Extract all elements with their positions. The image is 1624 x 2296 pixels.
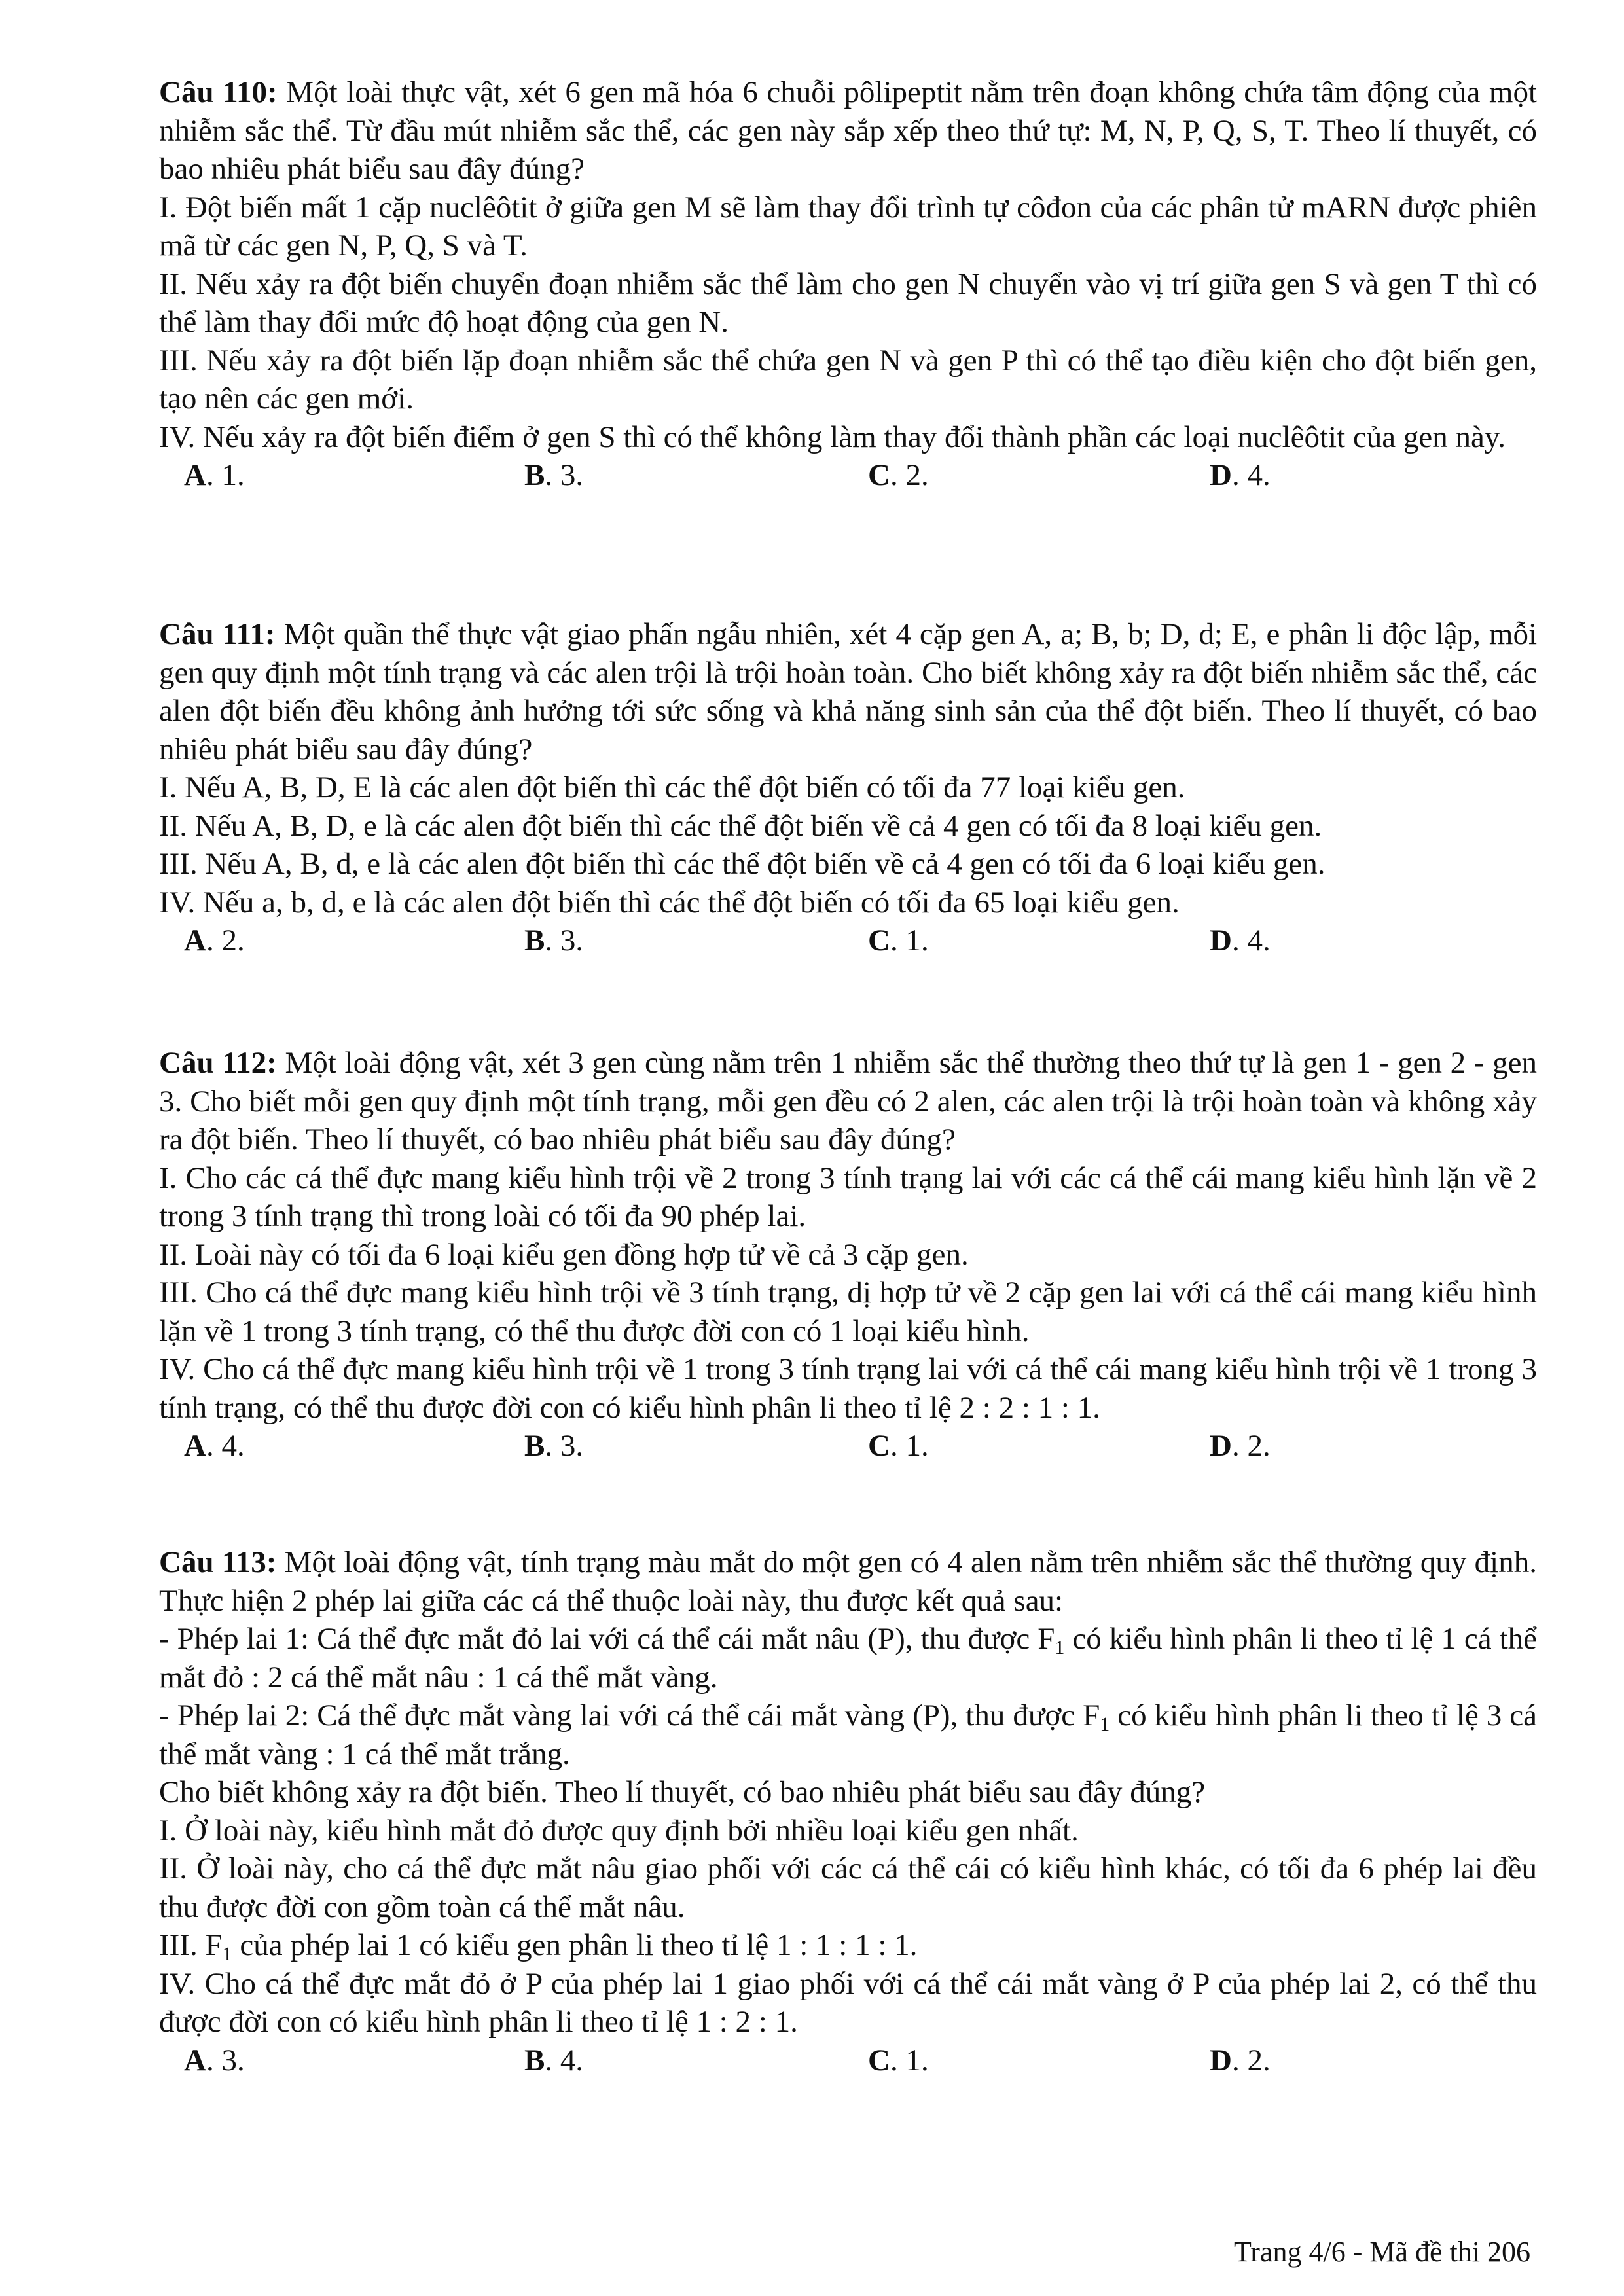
answer-options bbox=[159, 1427, 1537, 1466]
statement-3-text: của phép lai 1 có kiểu gen phân li theo tỉ lệ 1 : 1 : 1 : 1. bbox=[232, 1928, 918, 1962]
answer-d bbox=[1210, 2041, 1271, 2080]
answer-letter: D bbox=[1210, 2043, 1232, 2077]
answer-letter: A bbox=[184, 924, 206, 958]
answer-value: . 3. bbox=[206, 2043, 245, 2077]
answer-value: . 1. bbox=[890, 2043, 929, 2077]
statement-1: I. Đột biến mất 1 cặp nuclêôtit ở giữa gen M sẽ làm thay đổi trình tự côđon của các phân tử mARN được phiên mã từ các gen N, P, Q, S và T. bbox=[159, 190, 1537, 262]
statement-3: III. Cho cá thể đực mang kiểu hình trội về 3 tính trạng, dị hợp tử về 2 cặp gen lai với cá thể cái mang kiểu hình lặn về 1 trong 3 tính trạng, có thể thu được đời con có 1 loại kiểu hình. bbox=[159, 1276, 1537, 1348]
stem-text: Một loài thực vật, xét 6 gen mã hóa 6 chuỗi pôlipeptit nằm trên đoạn không chứa tâm động của một nhiễm sắc thể. Từ đầu mút nhiễm sắc thể, các gen này sắp xếp theo thứ tự: M, N, P, Q, S, T. Theo lí thuyết, có bao nhiêu phát biểu sau đây đúng? bbox=[159, 75, 1537, 186]
subscript: 1 bbox=[1100, 1713, 1110, 1735]
answer-value: . 1. bbox=[890, 1429, 929, 1463]
question-prompt: Cho biết không xảy ra đột biến. Theo lí thuyết, có bao nhiêu phát biểu sau đây đúng? bbox=[159, 1775, 1206, 1809]
question-111 bbox=[159, 615, 1537, 961]
statement-4: IV. Cho cá thể đực mang kiểu hình trội về 1 trong 3 tính trạng lai với cá thể cái mang kiểu hình trội về 1 trong 3 tính trạng, có thể thu được đời con có kiểu hình phân li theo tỉ lệ 2 : 2 : 1 : 1. bbox=[159, 1352, 1537, 1425]
answer-value: . 3. bbox=[545, 1429, 584, 1463]
answer-d bbox=[1210, 922, 1271, 960]
answer-letter: B bbox=[524, 924, 545, 958]
statement-2: II. Nếu A, B, D, e là các alen đột biến thì các thể đột biến về cả 4 gen có tối đa 8 loại kiểu gen. bbox=[159, 808, 1322, 843]
cross-2 bbox=[159, 1696, 1537, 1773]
question-110 bbox=[159, 73, 1537, 495]
answer-options bbox=[159, 922, 1537, 961]
answer-letter: D bbox=[1210, 924, 1232, 958]
answer-letter: B bbox=[524, 1429, 545, 1463]
answer-value: . 4. bbox=[1231, 458, 1271, 492]
statement-3 bbox=[159, 1926, 1537, 1965]
answer-a bbox=[184, 456, 245, 495]
answer-value: . 1. bbox=[206, 458, 245, 492]
statement-2: II. Loài này có tối đa 6 loại kiểu gen đồng hợp tử về cả 3 cặp gen. bbox=[159, 1237, 969, 1272]
answer-d bbox=[1210, 1427, 1271, 1465]
statement-3: III. Nếu xảy ra đột biến lặp đoạn nhiễm sắc thể chứa gen N và gen P thì có thể tạo điều kiện cho đột biến gen, tạo nên các gen mới. bbox=[159, 343, 1537, 416]
stem-text: Một quần thể thực vật giao phấn ngẫu nhiên, xét 4 cặp gen A, a; B, b; D, d; E, e phân li độc lập, mỗi gen quy định một tính trạng và các alen trội là trội hoàn toàn. Cho biết không xảy ra đột biến nhiễm sắc thể, các alen đột biến đều không ảnh hưởng tới sức sống và khả năng sinh sản của thể đột biến. Theo lí thuyết, có bao nhiêu phát biểu sau đây đúng? bbox=[159, 617, 1537, 766]
answer-value: . 2. bbox=[1231, 1429, 1271, 1463]
answer-letter: D bbox=[1210, 458, 1232, 492]
answer-b bbox=[524, 456, 583, 495]
cross-2-text: - Phép lai 2: Cá thể đực mắt vàng lai với cá thể cái mắt vàng (P), thu được F bbox=[159, 1698, 1100, 1732]
page-footer: Trang 4/6 - Mã đề thi 206 bbox=[1233, 2236, 1530, 2268]
cross-1-result: có kiểu hình phân li theo tỉ lệ 1 cá thể mắt đỏ : 2 cá thể mắt nâu : 1 cá thể mắt vàng. bbox=[159, 1622, 1537, 1695]
cross-1 bbox=[159, 1620, 1537, 1696]
answer-value: . 2. bbox=[890, 458, 929, 492]
cross-1-text: - Phép lai 1: Cá thể đực mắt đỏ lai với cá thể cái mắt nâu (P), thu được F bbox=[159, 1622, 1055, 1656]
answer-value: . 2. bbox=[1231, 2043, 1271, 2077]
answer-value: . 2. bbox=[206, 924, 245, 958]
question-text bbox=[159, 1543, 1537, 2041]
answer-b bbox=[524, 922, 583, 960]
stem-text: Một loài động vật, xét 3 gen cùng nằm trên 1 nhiễm sắc thể thường theo thứ tự là gen 1 - gen 2 - gen 3. Cho biết mỗi gen quy định một tính trạng, mỗi gen đều có 2 alen, các alen trội là trội hoàn toàn và không xảy ra đột biến. Theo lí thuyết, có bao nhiêu phát biểu sau đây đúng? bbox=[159, 1046, 1537, 1157]
cross-2-result: có kiểu hình phân li theo tỉ lệ 3 cá thể mắt vàng : 1 cá thể mắt trắng. bbox=[159, 1698, 1537, 1771]
answer-letter: B bbox=[524, 2043, 545, 2077]
subscript: 1 bbox=[222, 1943, 232, 1965]
answer-letter: C bbox=[868, 458, 890, 492]
answer-options bbox=[159, 2041, 1537, 2081]
answer-value: . 4. bbox=[1231, 924, 1271, 958]
statement-2: II. Ở loài này, cho cá thể đực mắt nâu giao phối với các cá thể cái có kiểu hình khác, có tối đa 6 phép lai đều thu được đời con gồm toàn cá thể mắt nâu. bbox=[159, 1852, 1537, 1924]
answer-c bbox=[868, 922, 929, 960]
answer-letter: D bbox=[1210, 1429, 1232, 1463]
question-label: Câu 111: bbox=[159, 617, 276, 651]
statement-2: II. Nếu xảy ra đột biến chuyển đoạn nhiễm sắc thể làm cho gen N chuyển vào vị trí giữa gen S và gen T thì có thể làm thay đổi mức độ hoạt động của gen N. bbox=[159, 266, 1537, 339]
answer-letter: B bbox=[524, 458, 545, 492]
answer-a bbox=[184, 2041, 245, 2080]
answer-value: . 4. bbox=[545, 2043, 584, 2077]
answer-b bbox=[524, 1427, 583, 1465]
answer-a bbox=[184, 922, 245, 960]
statement-1: I. Cho các cá thể đực mang kiểu hình trội về 2 trong 3 tính trạng lai với các cá thể cái mang kiểu hình lặn về 2 trong 3 tính trạng thì trong loài có tối đa 90 phép lai. bbox=[159, 1160, 1537, 1233]
question-label: Câu 112: bbox=[159, 1046, 277, 1080]
question-text bbox=[159, 615, 1537, 922]
answer-letter: C bbox=[868, 1429, 890, 1463]
question-label: Câu 113: bbox=[159, 1545, 277, 1579]
answer-value: . 1. bbox=[890, 924, 929, 958]
statement-4: IV. Nếu xảy ra đột biến điểm ở gen S thì có thể không làm thay đổi thành phần các loại nuclêôtit của gen này. bbox=[159, 420, 1506, 454]
question-text bbox=[159, 73, 1537, 456]
statement-4: IV. Cho cá thể đực mắt đỏ ở P của phép lai 1 giao phối với cá thể cái mắt vàng ở P của phép lai 2, có thể thu được đời con có kiểu hình phân li theo tỉ lệ 1 : 2 : 1. bbox=[159, 1966, 1537, 2039]
answer-letter: A bbox=[184, 458, 206, 492]
stem-text: Một loài động vật, tính trạng màu mắt do một gen có 4 alen nằm trên nhiễm sắc thể thường quy định. Thực hiện 2 phép lai giữa các cá thể thuộc loài này, thu được kết quả sau: bbox=[159, 1545, 1537, 1618]
subscript: 1 bbox=[1055, 1637, 1065, 1659]
statement-1: I. Nếu A, B, D, E là các alen đột biến thì các thể đột biến có tối đa 77 loại kiểu gen. bbox=[159, 770, 1185, 804]
question-stem bbox=[159, 1543, 1537, 1620]
answer-c bbox=[868, 456, 929, 495]
statement-4: IV. Nếu a, b, d, e là các alen đột biến thì các thể đột biến có tối đa 65 loại kiểu gen. bbox=[159, 885, 1180, 920]
question-label: Câu 110: bbox=[159, 75, 278, 109]
question-stem bbox=[159, 615, 1537, 768]
question-113 bbox=[159, 1543, 1537, 2081]
answer-value: . 3. bbox=[545, 458, 584, 492]
question-112 bbox=[159, 1044, 1537, 1466]
answer-letter: A bbox=[184, 1429, 206, 1463]
answer-a bbox=[184, 1427, 245, 1465]
answer-b bbox=[524, 2041, 583, 2080]
answer-letter: C bbox=[868, 924, 890, 958]
answer-d bbox=[1210, 456, 1271, 495]
answer-letter: A bbox=[184, 2043, 206, 2077]
question-stem bbox=[159, 73, 1537, 188]
question-text bbox=[159, 1044, 1537, 1427]
answer-c bbox=[868, 2041, 929, 2080]
statement-1: I. Ở loài này, kiểu hình mắt đỏ được quy định bởi nhiều loại kiểu gen nhất. bbox=[159, 1813, 1079, 1848]
question-stem bbox=[159, 1044, 1537, 1159]
statement-3-prefix: III. F bbox=[159, 1928, 223, 1962]
answer-value: . 4. bbox=[206, 1429, 245, 1463]
answer-options bbox=[159, 456, 1537, 495]
answer-letter: C bbox=[868, 2043, 890, 2077]
answer-value: . 3. bbox=[545, 924, 584, 958]
statement-3: III. Nếu A, B, d, e là các alen đột biến thì các thể đột biến về cả 4 gen có tối đa 6 loại kiểu gen. bbox=[159, 847, 1326, 881]
answer-c bbox=[868, 1427, 929, 1465]
